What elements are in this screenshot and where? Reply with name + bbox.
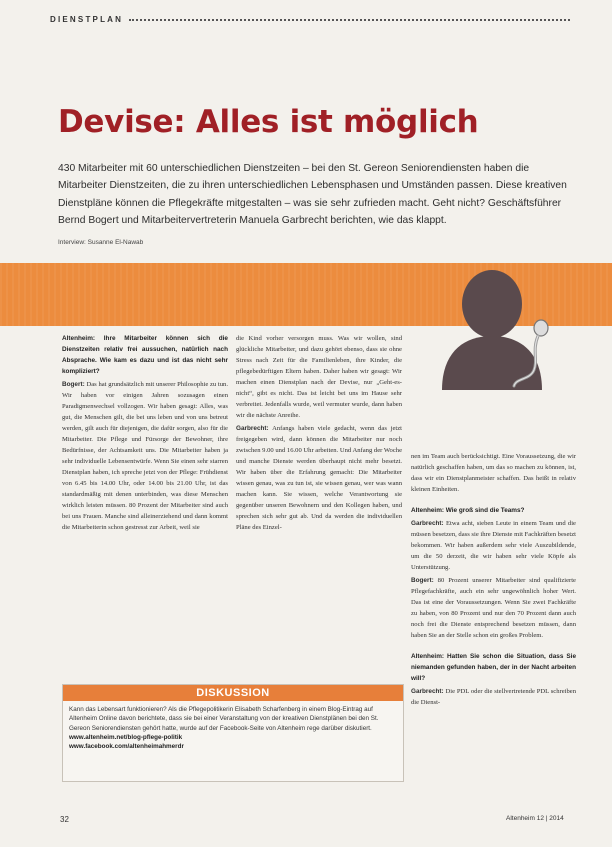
body-text: nen im Team auch berücksichtigt. Eine Voraussetzung, die wir natürlich geschaffen haben, um das so machen zu können, ist, dass wir ein Dienstplanmeister schaffen. Das heißt in relativ kleinen Einheiten. xyxy=(411,453,576,493)
person-with-microphone-icon xyxy=(434,262,584,402)
speaker-label: Bogert: xyxy=(411,577,434,584)
speaker-label: Garbrecht: xyxy=(411,520,444,527)
footer-issue: Altenheim 12 | 2014 xyxy=(506,815,564,822)
discussion-heading: DISKUSSION xyxy=(63,685,403,701)
answer-text: Anfangs haben viele gedacht, wenn das jetzt freigegeben wird, dann können die Mitarbeiter nur noch zwischen 9.00 und 16.00 Uhr arbeiten. Und Anfang der Woche und manche Dienste werden überhaupt nicht mehr besetzt. Wir haben über die Erfahrung gemacht: Die Mitarbeiter wissen genau, was zu tun ist, sie wissen genau, wer was wann machen kann. Sie wissen, welche Verantwortung sie gegenüber unseren Bewohnern und den Kollegen haben, und sprechen sich sehr gut ab. Und da werden die individuellen Pläne des Einzel- xyxy=(236,425,402,531)
page-number: 32 xyxy=(60,815,69,824)
answer-text: Die PDL oder die stellvertretende PDL schreiben die Dienst- xyxy=(411,688,576,706)
question: Altenheim: Ihre Mitarbeiter können sich die Dienstzeiten relativ frei aussuchen, natürlich nach Absprache. Wie kam es dazu und ist das nicht sehr kompliziert? xyxy=(62,335,228,375)
discussion-text: Kann das Lebensart funktionieren? Als die Pflegepolitikerin Elisabeth Scharfenberg in einem Blog-Eintrag auf Altenheim Online davon berichtete, dass sie bei einer Veranstaltung von der kreativen Dienstplänen bei den St. Gereon Seniorendiensten gehört hatte, wurde auf der Facebook-Seite von Altenheim rege darüber diskutiert. xyxy=(69,706,379,732)
facebook-link[interactable]: www.facebook.com/altenheimahmerdr xyxy=(69,743,184,751)
speaker-label: Garbrecht: xyxy=(411,688,444,695)
text-column-2 xyxy=(236,333,402,678)
answer-text: Etwa acht, sieben Leute in einem Team und die müssen besetzen, dass sie ihre Dienste mit Fachkräften besetzt bekommen. Wir haben außerdem sehr viele Auszubildende, um die 50 derzeit, die wir haben sehr viele Köpfe als Unterstützung. xyxy=(411,520,576,571)
answer-text: Das hat grundsätzlich mit unserer Philosophie zu tun. Wir haben vor einigen Jahren sozusagen einen Paradigmenwechsel vollzogen. Wir haben gesagt: Alles, was gut, die Menschen gilt, die bei uns leben und von uns betreut werden, gilt auch für diejenigen, die dafür sorgen, also für die Mitarbeiter. Die Pflege und Fürsorge der Bewohner, ihre Bedürfnisse, der Achtsamkeit uns. Die Mitarbeiter haben ja sehr individuelle Lebensentwürfe. Wenn Sie einen sehr starren Dienstplan haben, ich spreche jetzt von der Pflege: Frühdienst von 6.45 bis 14.00 Uhr, oder 14.00 bis 21.00 Uhr, ist das standardmäßig mit denen unterbinden, was diese Menschen wirklich leisten müssen. 80 Prozent der Mitarbeiter sind auch bei uns Frauen. Manche sind alleinerziehend und dann kommt die Mitarbeiterin schon gestresst zur Arbeit, weil sie xyxy=(62,381,228,531)
speaker-label: Bogert: xyxy=(62,381,85,388)
byline: Interview: Susanne El-Nawab xyxy=(58,239,144,246)
text-column-1 xyxy=(62,333,228,678)
dotted-rule xyxy=(129,19,570,21)
section-label: DIENSTPLAN xyxy=(50,14,124,24)
question: Altenheim: Wie groß sind die Teams? xyxy=(411,507,525,514)
answer-text: 80 Prozent unserer Mitarbeiter sind qualifizierte Pflegefachkräfte, auch ein sehr ungewöhnlich hoher Wert. Das ist eine der Voraussetzungen. Wenn Sie zwei Fachkräfte zu haben, von 80 Prozent und nur den 70 Prozent dann auch noch frei die Dienste entsprechend besetzen müssen, dann haben Sie an der Stelle schon ein großes Problem. xyxy=(411,577,576,639)
question: Altenheim: Hatten Sie schon die Situation, dass Sie niemanden gefunden haben, der in der Nacht arbeiten will? xyxy=(411,653,576,682)
article-title: Devise: Alles ist möglich xyxy=(58,104,479,140)
text-column-3 xyxy=(411,451,576,809)
section-header xyxy=(50,12,570,26)
speaker-label: Garbrecht: xyxy=(236,425,269,432)
discussion-box xyxy=(62,684,404,782)
blog-link[interactable]: www.altenheim.net/blog-pflege-politik xyxy=(69,733,183,741)
article-lead: 430 Mitarbeiter mit 60 unterschiedlichen Dienstzeiten – bei den St. Gereon Seniorendiensten haben die Mitarbeiter Dienstzeiten, die zu ihren unterschiedlichen Lebensphasen und Umständen passen. Diese kreativen Dienstpläne können die Pflegekräfte mitgestalten – was sie sehr zufrieden macht. Geht nicht? Geschäftsführer Bernd Bogert und Mitarbeitervertreterin Manuela Garbrecht berichten, wie das klappt. xyxy=(58,163,567,226)
body-text: die Kind vorher versorgen muss. Was wir wollen, sind glückliche Mitarbeiter, und dazu gehört ebenso, dass sie ohne Stress nach Zeit für die Familienleben, ihre Kinder, die pflegebedürftigen Eltern haben. Daher haben wir gesagt: Wir machen einen Dienstplan nach der Devise, nur „Geht-es-nicht“, gibt es nicht. Das ist leicht bei uns im Hause sehr verbreitet. Jedenfalls wurde, weil vermuter wurde, dann haben wir die nächste Anreihe. xyxy=(236,335,402,419)
